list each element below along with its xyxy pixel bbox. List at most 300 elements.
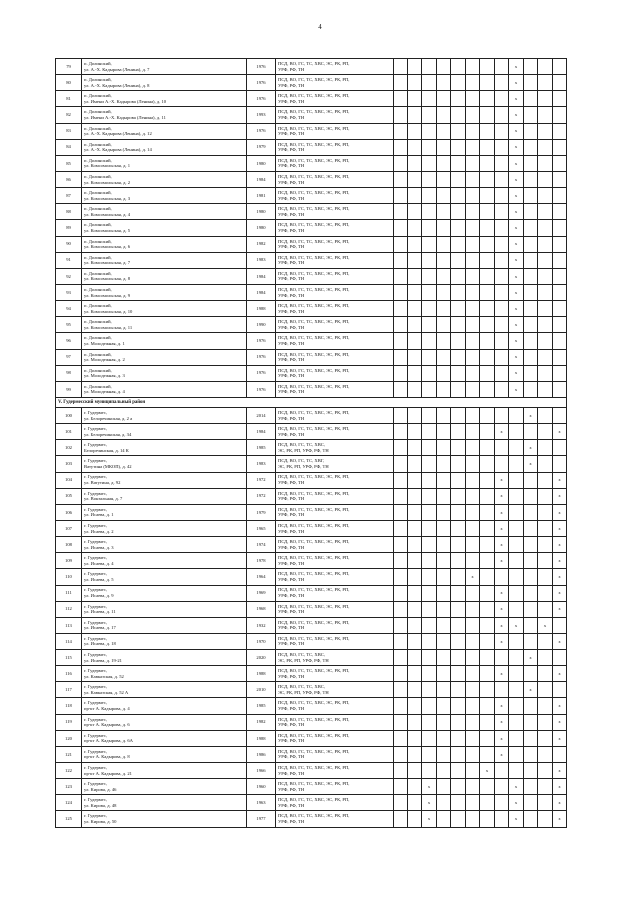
year-mark-cell xyxy=(553,75,567,91)
year-mark-cell xyxy=(422,365,437,381)
year-mark-cell xyxy=(451,698,466,714)
year-mark-cell xyxy=(451,75,466,91)
year-mark-cell xyxy=(524,123,538,139)
year-mark-cell xyxy=(509,650,524,666)
year-mark-cell xyxy=(394,682,408,698)
works-list: ПСД, ВО, ГС, ТС, ХВС, ЭС, РК, РП, xyxy=(278,286,350,292)
year-mark-cell: x xyxy=(495,601,509,617)
street-address: ул. Кирова, д. 46 xyxy=(84,786,117,792)
year-mark-cell xyxy=(466,424,480,440)
year-mark-cell xyxy=(524,139,538,155)
address-cell xyxy=(82,520,247,536)
address-cell xyxy=(82,569,247,585)
year-mark-cell xyxy=(394,317,408,333)
year-mark-cell xyxy=(480,698,495,714)
build-year: 1976 xyxy=(247,59,276,75)
year-mark-cell xyxy=(422,682,437,698)
table-row xyxy=(56,204,567,220)
year-mark-cell xyxy=(509,714,524,730)
street-address: пр-кт А. Кадырова, д. 6 xyxy=(84,722,130,728)
year-mark-cell xyxy=(451,407,466,423)
works-list: ПСД, ВО, ГС, ТС, ХВС, ЭС, РК, РП, xyxy=(278,141,350,147)
street-address: Белоречинская, д. 14 К xyxy=(84,447,129,453)
build-year: 1985 xyxy=(247,440,276,456)
year-mark-cell xyxy=(408,504,422,520)
row-number: 112 xyxy=(56,601,82,617)
works-list: УРФ, РФ, ТН xyxy=(278,496,305,502)
year-mark-cell xyxy=(408,633,422,649)
year-mark-cell: x xyxy=(495,617,509,633)
year-mark-cell: x xyxy=(553,730,567,746)
year-mark-cell xyxy=(524,811,538,827)
year-mark-cell xyxy=(422,204,437,220)
year-mark-cell xyxy=(466,75,480,91)
works-list: ПСД, ВО, ГС, ТС, ХВС, ЭС, РК, РП, xyxy=(278,797,350,803)
year-mark-cell xyxy=(553,440,567,456)
year-mark-cell xyxy=(480,381,495,397)
year-mark-cell xyxy=(495,301,509,317)
row-number: 94 xyxy=(56,301,82,317)
year-mark-cell xyxy=(408,811,422,827)
year-mark-cell xyxy=(408,59,422,75)
year-mark-cell xyxy=(524,488,538,504)
year-mark-cell xyxy=(480,650,495,666)
year-mark-cell xyxy=(538,365,553,381)
build-year: 1932 xyxy=(247,617,276,633)
year-mark-cell xyxy=(394,666,408,682)
year-mark-cell xyxy=(394,585,408,601)
year-mark-cell xyxy=(495,107,509,123)
works-list: ПСД, ВО, ГС, ТС, ХВС, ЭС, РК, РП, xyxy=(278,173,350,179)
row-number: 104 xyxy=(56,472,82,488)
year-mark-cell xyxy=(394,456,408,472)
table-row xyxy=(56,171,567,187)
works-cell xyxy=(276,155,394,171)
year-mark-cell xyxy=(495,456,509,472)
row-number: 114 xyxy=(56,633,82,649)
year-mark-cell xyxy=(495,75,509,91)
year-mark-cell xyxy=(408,317,422,333)
works-cell xyxy=(276,698,394,714)
year-mark-cell xyxy=(524,301,538,317)
year-mark-cell xyxy=(524,91,538,107)
address-cell xyxy=(82,488,247,504)
year-mark-cell xyxy=(538,333,553,349)
build-year: 1984 xyxy=(247,171,276,187)
row-number: 98 xyxy=(56,365,82,381)
row-number: 122 xyxy=(56,763,82,779)
address-cell xyxy=(82,155,247,171)
year-mark-cell xyxy=(466,537,480,553)
year-mark-cell xyxy=(422,333,437,349)
table-row xyxy=(56,601,567,617)
locality: г. Гудермес, xyxy=(84,619,108,625)
year-mark-cell xyxy=(437,236,451,252)
row-number: 100 xyxy=(56,407,82,423)
row-number: 83 xyxy=(56,123,82,139)
works-list: УРФ, РФ, ТН xyxy=(278,609,305,615)
year-mark-cell xyxy=(509,666,524,682)
year-mark-cell xyxy=(495,220,509,236)
year-mark-cell xyxy=(408,520,422,536)
year-mark-cell: x xyxy=(495,488,509,504)
year-mark-cell xyxy=(480,488,495,504)
year-mark-cell: x xyxy=(509,252,524,268)
year-mark-cell xyxy=(538,730,553,746)
year-mark-cell xyxy=(422,601,437,617)
row-number: 111 xyxy=(56,585,82,601)
year-mark-cell xyxy=(553,333,567,349)
year-mark-cell: x xyxy=(509,381,524,397)
street-address: пр-кт А. Кадырова, д. 21 xyxy=(84,770,132,776)
year-mark-cell xyxy=(394,284,408,300)
year-mark-cell xyxy=(553,236,567,252)
build-year: 1965 xyxy=(247,520,276,536)
year-mark-cell xyxy=(422,317,437,333)
build-year: 1976 xyxy=(247,381,276,397)
table-row xyxy=(56,333,567,349)
works-list: ПСД, ВО, ГС, ТС, ХВС, ЭС, РК, РП, xyxy=(278,700,350,706)
year-mark-cell xyxy=(408,252,422,268)
works-cell xyxy=(276,569,394,585)
table-row xyxy=(56,91,567,107)
year-mark-cell xyxy=(437,220,451,236)
year-mark-cell xyxy=(437,601,451,617)
year-mark-cell: x xyxy=(495,424,509,440)
table-row xyxy=(56,537,567,553)
works-cell xyxy=(276,520,394,536)
address-cell xyxy=(82,107,247,123)
build-year: 1984 xyxy=(247,268,276,284)
year-mark-cell xyxy=(466,155,480,171)
year-mark-cell xyxy=(495,440,509,456)
year-mark-cell: x xyxy=(553,488,567,504)
address-cell xyxy=(82,365,247,381)
build-year: 1976 xyxy=(247,365,276,381)
table-row xyxy=(56,301,567,317)
year-mark-cell xyxy=(466,317,480,333)
works-list: УРФ, РФ, ТН xyxy=(278,802,305,808)
works-list: ПСД, ВО, ГС, ТС, ХВС, ЭС, РК, РП, xyxy=(278,125,350,131)
year-mark-cell xyxy=(451,59,466,75)
build-year: 1983 xyxy=(247,456,276,472)
year-mark-cell xyxy=(524,204,538,220)
locality: г. Гудермес, xyxy=(84,571,108,577)
year-mark-cell xyxy=(451,284,466,300)
year-mark-cell xyxy=(480,171,495,187)
year-mark-cell xyxy=(480,123,495,139)
street-address: ул. Исаева, д. 1 xyxy=(84,512,114,518)
year-mark-cell xyxy=(524,666,538,682)
year-mark-cell xyxy=(466,795,480,811)
year-mark-cell xyxy=(408,268,422,284)
year-mark-cell xyxy=(408,666,422,682)
year-mark-cell xyxy=(422,155,437,171)
year-mark-cell xyxy=(451,520,466,536)
year-mark-cell xyxy=(394,107,408,123)
year-mark-cell xyxy=(451,440,466,456)
year-mark-cell xyxy=(538,139,553,155)
year-mark-cell xyxy=(394,365,408,381)
year-mark-cell xyxy=(394,220,408,236)
year-mark-cell xyxy=(480,730,495,746)
table-row xyxy=(56,365,567,381)
year-mark-cell xyxy=(524,779,538,795)
build-year: 1979 xyxy=(247,504,276,520)
build-year: 1976 xyxy=(247,75,276,91)
table-row xyxy=(56,440,567,456)
year-mark-cell xyxy=(466,268,480,284)
year-mark-cell xyxy=(480,407,495,423)
build-year: 1988 xyxy=(247,301,276,317)
year-mark-cell xyxy=(394,569,408,585)
year-mark-cell xyxy=(451,317,466,333)
works-list: ПСД, ВО, ГС, ТС, ХВС, xyxy=(278,684,325,690)
locality: п. Долинский, xyxy=(84,141,112,147)
year-mark-cell: x xyxy=(422,779,437,795)
year-mark-cell xyxy=(408,472,422,488)
works-list: ЭС, РК, РП, УРФ, РФ, ТН xyxy=(278,463,329,469)
year-mark-cell xyxy=(538,301,553,317)
street-address: ул. Комсомольская, д. 1 xyxy=(84,163,130,169)
year-mark-cell xyxy=(480,779,495,795)
street-address: ул. Комсомольская, д. 10 xyxy=(84,308,133,314)
year-mark-cell xyxy=(495,317,509,333)
year-mark-cell xyxy=(524,333,538,349)
year-mark-cell xyxy=(538,456,553,472)
year-mark-cell xyxy=(553,284,567,300)
year-mark-cell xyxy=(422,301,437,317)
row-number: 86 xyxy=(56,171,82,187)
year-mark-cell xyxy=(422,91,437,107)
year-mark-cell xyxy=(524,59,538,75)
year-mark-cell xyxy=(422,746,437,762)
row-number: 85 xyxy=(56,155,82,171)
works-list: ПСД, ВО, ГС, ТС, ХВГ, xyxy=(278,458,325,464)
year-mark-cell: x xyxy=(553,472,567,488)
year-mark-cell xyxy=(466,601,480,617)
table-section xyxy=(56,397,567,407)
row-number: 92 xyxy=(56,268,82,284)
year-mark-cell xyxy=(466,488,480,504)
year-mark-cell xyxy=(509,746,524,762)
year-mark-cell xyxy=(495,682,509,698)
year-mark-cell xyxy=(538,472,553,488)
address-cell xyxy=(82,236,247,252)
address-cell xyxy=(82,730,247,746)
year-mark-cell: x xyxy=(509,333,524,349)
year-mark-cell xyxy=(480,75,495,91)
year-mark-cell xyxy=(422,472,437,488)
year-mark-cell xyxy=(408,730,422,746)
row-number: 81 xyxy=(56,91,82,107)
works-cell xyxy=(276,317,394,333)
year-mark-cell xyxy=(394,123,408,139)
year-mark-cell xyxy=(480,333,495,349)
year-mark-cell: x xyxy=(495,553,509,569)
address-cell xyxy=(82,633,247,649)
year-mark-cell xyxy=(538,75,553,91)
address-cell xyxy=(82,204,247,220)
year-mark-cell xyxy=(524,268,538,284)
year-mark-cell xyxy=(509,682,524,698)
address-cell xyxy=(82,407,247,423)
year-mark-cell xyxy=(538,407,553,423)
works-list: УРФ, РФ, ТН xyxy=(278,66,305,72)
table-row xyxy=(56,553,567,569)
year-mark-cell xyxy=(466,585,480,601)
year-mark-cell xyxy=(394,171,408,187)
year-mark-cell xyxy=(509,698,524,714)
year-mark-cell xyxy=(538,59,553,75)
year-mark-cell xyxy=(451,365,466,381)
year-mark-cell xyxy=(480,220,495,236)
year-mark-cell xyxy=(422,488,437,504)
year-mark-cell xyxy=(451,107,466,123)
locality: г. Гудермес, xyxy=(84,635,108,641)
year-mark-cell: x xyxy=(509,268,524,284)
year-mark-cell: x xyxy=(495,520,509,536)
year-mark-cell xyxy=(538,284,553,300)
row-number: 106 xyxy=(56,504,82,520)
year-mark-cell xyxy=(408,91,422,107)
year-mark-cell xyxy=(394,59,408,75)
year-mark-cell xyxy=(394,811,408,827)
year-mark-cell xyxy=(408,220,422,236)
table-row xyxy=(56,811,567,827)
works-cell xyxy=(276,252,394,268)
address-cell xyxy=(82,349,247,365)
year-mark-cell: x xyxy=(509,188,524,204)
year-mark-cell xyxy=(408,75,422,91)
year-mark-cell xyxy=(451,585,466,601)
table-row xyxy=(56,633,567,649)
address-cell xyxy=(82,59,247,75)
year-mark-cell xyxy=(451,569,466,585)
year-mark-cell xyxy=(437,440,451,456)
year-mark-cell xyxy=(553,91,567,107)
year-mark-cell xyxy=(451,424,466,440)
locality: п. Долинский, xyxy=(84,383,112,389)
year-mark-cell xyxy=(524,236,538,252)
year-mark-cell xyxy=(394,91,408,107)
year-mark-cell xyxy=(394,537,408,553)
year-mark-cell: x xyxy=(422,811,437,827)
year-mark-cell: x xyxy=(553,504,567,520)
row-number: 118 xyxy=(56,698,82,714)
year-mark-cell: x xyxy=(524,682,538,698)
year-mark-cell xyxy=(422,123,437,139)
year-mark-cell xyxy=(480,188,495,204)
street-address: ул. Комсомольская, д. 5 xyxy=(84,227,130,233)
year-mark-cell: x xyxy=(509,236,524,252)
locality: п. Долинский, xyxy=(84,351,112,357)
year-mark-cell xyxy=(538,317,553,333)
year-mark-cell xyxy=(466,650,480,666)
year-mark-cell xyxy=(495,811,509,827)
works-cell xyxy=(276,365,394,381)
year-mark-cell xyxy=(538,155,553,171)
year-mark-cell xyxy=(437,456,451,472)
address-cell xyxy=(82,252,247,268)
year-mark-cell xyxy=(437,682,451,698)
table-row xyxy=(56,123,567,139)
locality: г. Гудермес, xyxy=(84,474,108,480)
row-number: 117 xyxy=(56,682,82,698)
works-list: ПСД, ВО, ГС, ТС, ХВС, ЭС, РК, РП, xyxy=(278,222,350,228)
table-row xyxy=(56,488,567,504)
street-address: ул. Комсомольская, д. 7 xyxy=(84,260,130,266)
year-mark-cell xyxy=(553,188,567,204)
year-mark-cell xyxy=(451,682,466,698)
locality: г. Гудермес, xyxy=(84,522,108,528)
year-mark-cell xyxy=(553,139,567,155)
address-cell xyxy=(82,585,247,601)
locality: п. Долинский, xyxy=(84,238,112,244)
year-mark-cell xyxy=(394,520,408,536)
year-mark-cell xyxy=(394,155,408,171)
build-year: 1978 xyxy=(247,553,276,569)
year-mark-cell xyxy=(437,730,451,746)
street-address: ул. А.-Х. Кадырова (Ленина), д. 14 xyxy=(84,147,152,153)
year-mark-cell: x xyxy=(480,763,495,779)
year-mark-cell xyxy=(524,424,538,440)
year-mark-cell xyxy=(495,795,509,811)
year-mark-cell xyxy=(437,633,451,649)
street-address: ул. Кирова, д. 48 xyxy=(84,802,117,808)
year-mark-cell xyxy=(466,730,480,746)
year-mark-cell xyxy=(538,746,553,762)
year-mark-cell: x xyxy=(495,666,509,682)
year-mark-cell xyxy=(480,601,495,617)
address-cell xyxy=(82,763,247,779)
year-mark-cell xyxy=(437,107,451,123)
year-mark-cell xyxy=(437,520,451,536)
year-mark-cell xyxy=(408,779,422,795)
year-mark-cell xyxy=(422,220,437,236)
table-row xyxy=(56,472,567,488)
year-mark-cell xyxy=(408,107,422,123)
street-address: ул. Кирова, д. 50 xyxy=(84,819,117,825)
year-mark-cell xyxy=(553,155,567,171)
year-mark-cell: x xyxy=(509,795,524,811)
year-mark-cell xyxy=(480,268,495,284)
year-mark-cell xyxy=(524,365,538,381)
year-mark-cell: x xyxy=(509,75,524,91)
year-mark-cell xyxy=(538,188,553,204)
works-list: ПСД, ВО, ГС, ТС, ХВС, ЭС, РК, РП, xyxy=(278,426,350,432)
year-mark-cell xyxy=(466,617,480,633)
year-mark-cell xyxy=(437,365,451,381)
year-mark-cell xyxy=(408,188,422,204)
year-mark-cell xyxy=(451,171,466,187)
year-mark-cell xyxy=(509,520,524,536)
year-mark-cell: x xyxy=(524,407,538,423)
build-year: 1984 xyxy=(247,424,276,440)
build-year: 2010 xyxy=(247,682,276,698)
year-mark-cell xyxy=(480,424,495,440)
table-row xyxy=(56,317,567,333)
year-mark-cell xyxy=(538,569,553,585)
street-address: ул. Исаева, д. 3 xyxy=(84,544,114,550)
build-year: 1960 xyxy=(247,779,276,795)
year-mark-cell: x xyxy=(509,123,524,139)
year-mark-cell xyxy=(408,123,422,139)
street-address: ул. Комсомольская, д. 8 xyxy=(84,276,130,282)
row-number: 89 xyxy=(56,220,82,236)
year-mark-cell xyxy=(538,424,553,440)
year-mark-cell xyxy=(422,424,437,440)
